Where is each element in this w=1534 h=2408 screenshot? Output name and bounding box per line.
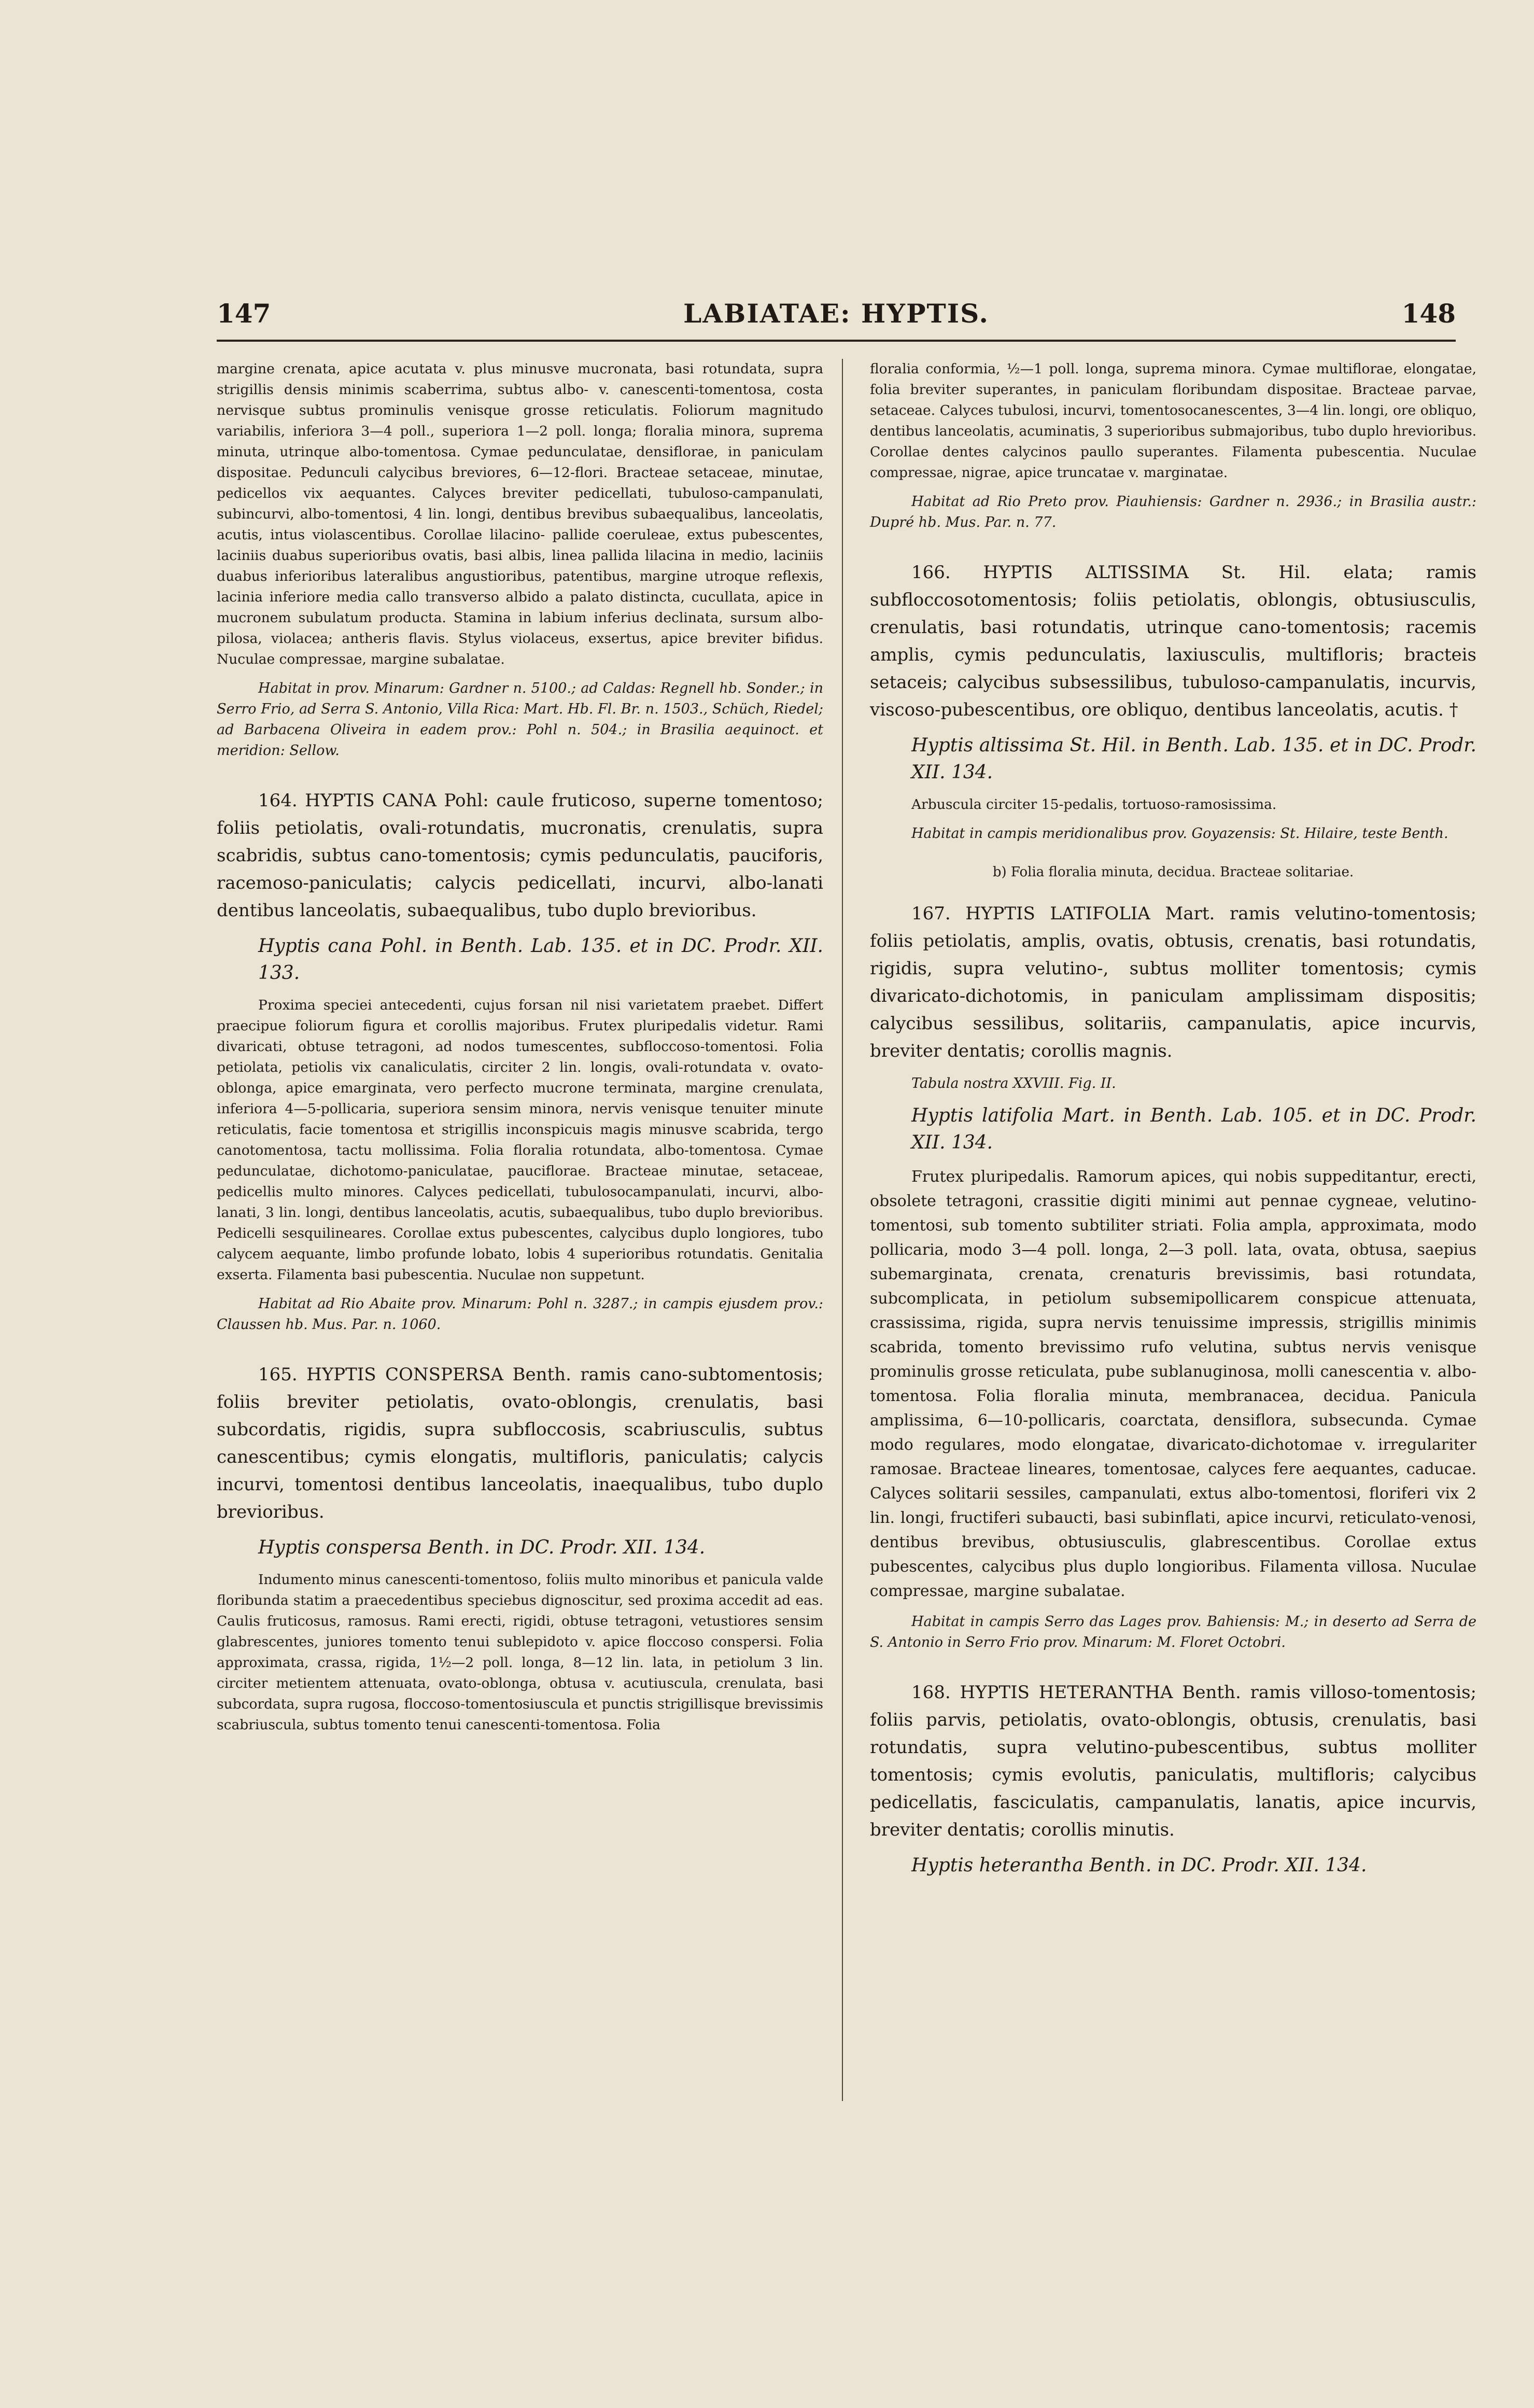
species-165-description: Indumento minus canescenti-tomentoso, foliis multo minoribus et panicula valde floribunda statim a praecedentibus speciebus dignoscitur, sed proxima accedit ad eas. Caulis fruticosus, ramosus. Rami erecti, rigidi, obtuse tetragoni, vetustiores sensim glabrescentes, juniores tomento tenui sublepidoto v. apice floccoso conspersi. Folia approximata, crassa, rigida, 1½—2 poll. longa, 8—12 lin. lata, in petiolum 3 lin. circiter metientem attenuata, ovato-oblonga, obtusa v. acutiuscula, crenulata, basi subcordata, supra rugosa, floccoso-tomentosiuscula et punctis strigillisque brevissimis scabriuscula, subtus tomento tenui canescenti-tomentosa. Folia (217, 1572, 823, 1733)
page-header (217, 298, 1456, 334)
species-167-citation: Hyptis latifolia Mart. in Benth. Lab. 105. et in DC. Prodr. XII. 134. (911, 1105, 1476, 1153)
habitat-note: Habitat ad Rio Preto prov. Piauhiensis: Gardner n. 2936.; in Brasilia austr.: Dupré hb. Mus. Par. n. 77. (870, 494, 1476, 530)
species-165-diagnosis: 165. HYPTIS CONSPERSA Benth. ramis cano-subtomentosis; foliis breviter petiolatis, ovato-oblongis, crenulatis, basi subcordatis, rigidis, supra subfloccosis, scabriusculis, subtus canescentibus; cymis elongatis, multifloris, paniculatis; calycis incurvi, tomentosi dentibus lanceolatis, inaequalibus, tubo duplo brevioribus. (217, 1364, 823, 1522)
page-number-right: 148 (1401, 298, 1456, 329)
species-164-description: Proxima speciei antecedenti, cujus forsan nil nisi varietatem praebet. Differt praecipue foliorum figura et corollis majoribus. Frutex pluripedalis videtur. Rami divaricati, obtuse tetragoni, ad nodos tumescentes, subfloccoso-tomentosi. Folia petiolata, petiolis vix canaliculatis, circiter 2 lin. longis, ovali-rotundata v. ovato-oblonga, apice emarginata, vero perfecto mucrone terminata, margine crenulata, inferiora 4—5-pollicaria, superiora sensim minora, nervis venisque tenuiter minute reticulatis, facie tomentosa et strigillis inconspicuis magis minusve scabrida, tergo canotomentosa, tactu mollissima. Folia floralia rotundata, albo-tomentosa. Cymae pedunculatae, dichotomo-paniculatae, pauciflorae. Bracteae minutae, setaceae, pedicellis multo minores. Calyces pedicellati, tubulosocampanulati, incurvi, albo-lanati, 3 lin. longi, dentibus lanceolatis, acutis, subaequalibus, tubo duplo brevioribus. Pedicelli sesquilineares. Corollae extus pubescentes, calycibus duplo longiores, tubo calycem aequante, limbo profunde lobato, lobis 4 superioribus rotundatis. Genitalia exserta. Filamenta basi pubescentia. Nuculae non suppetunt. (217, 997, 823, 1283)
continued-description: floralia conformia, ½—1 poll. longa, suprema minora. Cymae multiflorae, elongatae, folia breviter superantes, in paniculam floribundam dispositae. Bracteae parvae, setaceae. Calyces tubulosi, incurvi, tomentosocanescentes, 3—4 lin. longi, ore obliquo, dentibus lanceolatis, acuminatis, 3 superioribus submajoribus, tubo duplo hrevioribus. Corollae dentes calycinos paullo superantes. Filamenta pubescentia. Nuculae compressae, nigrae, apice truncatae v. marginatae. (870, 361, 1476, 481)
species-168-diagnosis: 168. HYPTIS HETERANTHA Benth. ramis villoso-tomentosis; foliis parvis, petiolatis, ovato-oblongis, obtusis, crenulatis, basi rotundatis, supra velutino-pubescentibus, subtus molliter tomentosis; cymis evolutis, paniculatis, multifloris; calycibus pedicellatis, fasciculatis, campanulatis, lanatis, apice incurvis, breviter dentatis; corollis minutis. (870, 1682, 1476, 1840)
continued-description: margine crenata, apice acutata v. plus minusve mucronata, basi rotundata, supra strigillis densis minimis scaberrima, subtus albo- v. canescenti-tomentosa, costa nervisque subtus prominulis venisque grosse reticulatis. Foliorum magnitudo variabilis, inferiora 3—4 poll., superiora 1—2 poll. longa; floralia minora, suprema minuta, utrinque albo-tomentosa. Cymae pedunculatae, densiflorae, in paniculam dispositae. Pedunculi calycibus breviores, 6—12-flori. Bracteae setaceae, minutae, pedicellos vix aequantes. Calyces breviter pedicellati, tubuloso-campanulati, subincurvi, albo-tomentosi, 4 lin. longi, dentibus brevibus subaequalibus, lanceolatis, acutis, intus violascentibus. Corollae lilacino- pallide coeruleae, extus pubescentes, laciniis duabus superioribus ovatis, basi albis, linea pallida lilacina in medio, laciniis duabus inferioribus lateralibus angustioribus, patentibus, margine utroque reflexis, lacinia inferiore media callo transverso albido a palato distincta, cucullata, apice in mucronem subulatum producta. Stamina in labium inferius declinata, sursum albo-pilosa, violacea; antheris flavis. Stylus violaceus, exsertus, apice breviter bifidus. Nuculae compressae, margine subalatae. (217, 361, 823, 667)
species-166-habitat: Habitat in campis meridionalibus prov. Goyazensis: St. Hilaire, teste Benth. (911, 825, 1448, 842)
species-167-description: Frutex pluripedalis. Ramorum apices, qui nobis suppeditantur, erecti, obsolete tetragoni, crassitie digiti minimi aut pennae cygneae, velutino-tomentosi, sub tomento subtiliter striati. Folia ampla, approximata, modo pollicaria, modo 3—4 poll. longa, 2—3 poll. lata, ovata, obtusa, saepius subemarginata, crenata, crenaturis brevissimis, basi rotundata, subcomplicata, in petiolum subsemipollicarem conspicue attenuata, crassissima, rigida, supra nervis tenuissime impressis, strigillis minimis scabrida, tomento brevissimo rufo velutina, subtus nervis venisque prominulis grosse reticulata, pube sublanuginosa, molli canescentia v. albo-tomentosa. Folia floralia minuta, membranacea, decidua. Panicula amplissima, 6—10-pollicaris, coarctata, densiflora, subsecunda. Cymae modo regulares, modo elongatae, divaricato-dichotomae v. irregulariter ramosae. Bracteae lineares, tomentosae, calyces fere aequantes, caducae. Calyces solitarii sessiles, campanulati, extus albo-tomentosi, floriferi vix 2 lin. longi, fructiferi subaucti, basi subinflati, apice incurvi, reticulato-venosi, dentibus brevibus, obtusiusculis, glabrescentibus. Corollae extus pubescentes, calycibus plus duplo longioribus. Filamenta villosa. Nuculae compressae, margine subalatae. (870, 1168, 1476, 1600)
species-166-diagnosis: 166. HYPTIS ALTISSIMA St. Hil. elata; ramis subfloccosotomentosis; foliis petiolatis, oblongis, obtusiusculis, crenulatis, basi rotundatis, utrinque cano-tomentosis; racemis amplis, cymis pedunculatis, laxiusculis, multifloris; bracteis setaceis; calycibus subsessilibus, tubuloso-campanulatis, incurvis, viscoso-pubescentibus, ore obliquo, dentibus lanceolatis, acutis. † (870, 562, 1476, 720)
species-167-diagnosis: 167. HYPTIS LATIFOLIA Mart. ramis velutino-tomentosis; foliis petiolatis, amplis, ovatis, obtusis, crenatis, basi rotundatis, rigidis, supra velutino-, subtus molliter tomentosis; cymis divaricato-dichotomis, in paniculam amplissimam dispositis; calycibus sessilibus, solitariis, campanulatis, apice incurvis, breviter dentatis; corollis magnis. (870, 903, 1476, 1061)
species-168-citation: Hyptis heterantha Benth. in DC. Prodr. XII. 134. (911, 1855, 1367, 1876)
running-title: LABIATAE: HYPTIS. (683, 298, 989, 329)
species-166-citation: Hyptis altissima St. Hil. in Benth. Lab. 135. et in DC. Prodr. XII. 134. (911, 735, 1476, 783)
left-column (217, 359, 823, 1735)
column-separator (842, 359, 843, 2101)
species-164-habitat: Habitat ad Rio Abaite prov. Minarum: Pohl n. 3287.; in campis ejusdem prov.: Claussen hb. Mus. Par. n. 1060. (217, 1296, 823, 1333)
species-167-habitat: Habitat in campis Serro das Lages prov. Bahiensis: M.; in deserto ad Serra de S. Antonio in Serro Frio prov. Minarum: M. Floret Octobri. (870, 1614, 1476, 1650)
species-167-plate-reference: Tabula nostra XXVIII. Fig. II. (911, 1075, 1116, 1091)
right-column (870, 359, 1476, 1879)
page-number-left: 147 (217, 298, 271, 329)
habitat-note: Habitat in prov. Minarum: Gardner n. 5100.; ad Caldas: Regnell hb. Sonder.; in Serro Frio, ad Serra S. Antonio, Villa Rica: Mart. Hb. Fl. Br. n. 1503., Schüch, Riedel; ad Barbacena Oliveira in eadem prov.: Pohl n. 504.; in Brasilia aequinoct. et meridion: Sellow. (217, 680, 823, 759)
species-164-citation: Hyptis cana Pohl. in Benth. Lab. 135. et in DC. Prodr. XII. 133. (258, 935, 823, 984)
species-166-description: Arbuscula circiter 15-pedalis, tortuoso-ramosissima. (911, 796, 1277, 813)
species-165-citation: Hyptis conspersa Benth. in DC. Prodr. XII. 134. (258, 1537, 706, 1558)
section-heading: b) Folia floralia minuta, decidua. Bracteae solitariae. (992, 864, 1354, 880)
species-164-diagnosis: 164. HYPTIS CANA Pohl: caule fruticoso, superne tomentoso; foliis petiolatis, ovali-rotundatis, mucronatis, crenulatis, supra scabridis, subtus cano-tomentosis; cymis pedunculatis, pauciforis, racemoso-paniculatis; calycis pedicellati, incurvi, albo-lanati dentibus lanceolatis, subaequalibus, tubo duplo brevioribus. (217, 790, 823, 921)
header-rule (217, 340, 1456, 342)
